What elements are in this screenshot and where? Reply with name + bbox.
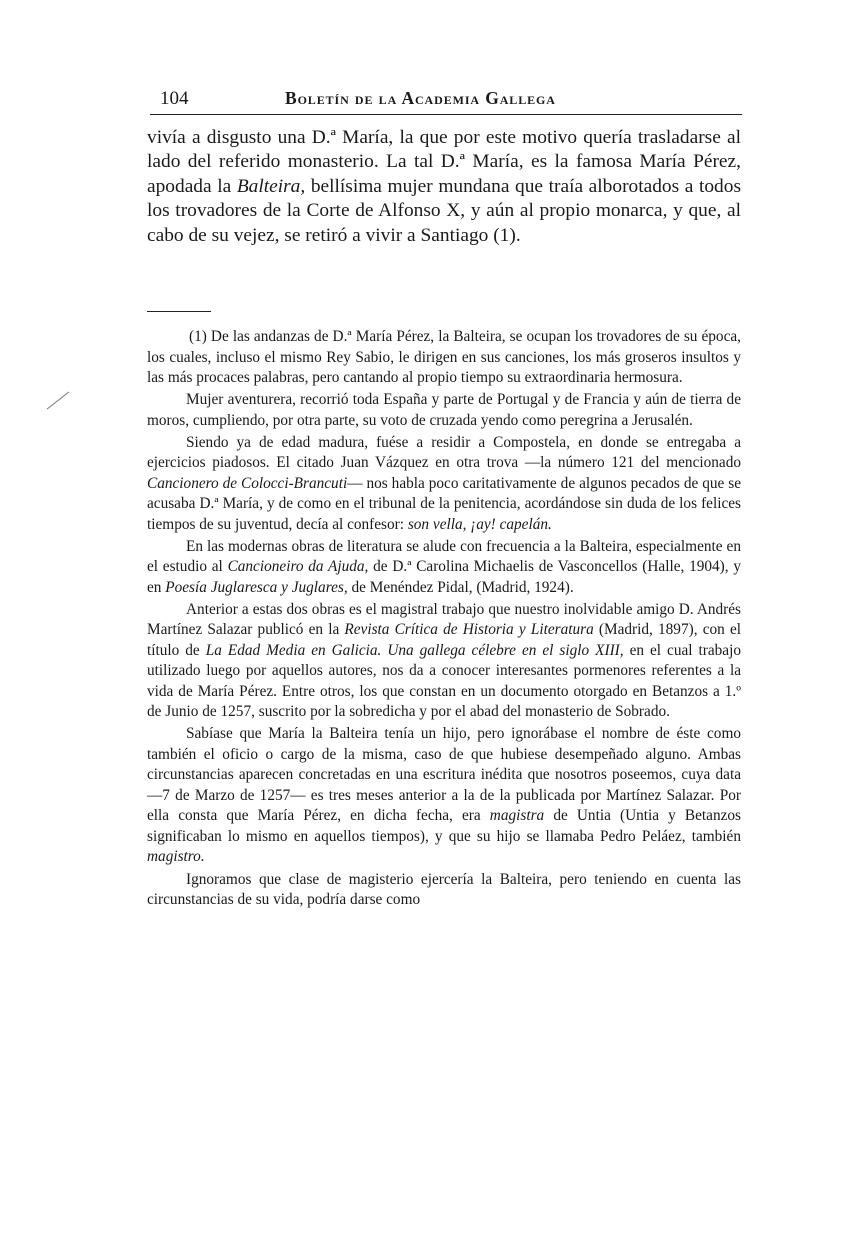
footnote-paragraph (147, 724, 741, 868)
main-paragraph (147, 126, 741, 248)
footnote-paragraph: Ignoramos que clase de magisterio ejercería la Balteira, pero teniendo en cuenta las circunstancias de su vida, podría darse como (147, 870, 741, 909)
main-text-part: bellísima mujer mundana que traía alborotados a todos los trovadores de la Corte de Alfonso X, y aún al propio monarca, y que, al cabo de su vejez, se retiró a vivir a Santiago (1). (147, 175, 741, 246)
footnote-paragraph (147, 537, 741, 599)
footnote-paragraph: Mujer aventurera, recorrió toda España y parte de Portugal y de Francia y aún de tierra de moros, cumpliendo, por otra parte, su voto de cruzada yendo como peregrina a Jerusalén. (147, 391, 741, 429)
footnote-italic: Revista Crítica de Historia y Literatura (344, 621, 594, 639)
footnote-text: Sabíase que María la Balteira tenía un hijo, pero ignorábase el nombre de éste como también el oficio o cargo de la misma, caso de que hubiese desempeñado alguno. Ambas circunstancias aparecen concretadas en una escritura inédita que nosotros poseemos, cuya data —7 de Marzo de 1257— es tres meses anterior a la de la publicada por Martínez Salazar. Por ella consta que María Pérez, en dicha fecha, era (147, 725, 741, 825)
margin-pencil-mark (47, 391, 70, 409)
footnote-text: — nos habla poco caritativamente de algunos pecados de que se acusaba D.ª María, y de como en el tribunal de la penitencia, acordándose sin duda de los felices tiempos de su juventud, decía al confesor: (147, 474, 742, 533)
footnote-italic: Poesía Juglaresca y Juglares, (165, 578, 348, 596)
main-text-italic: Balteira, (236, 175, 306, 197)
footnote-text: En las modernas obras de literatura se alude con frecuencia a la Balteira, especialmente en el estudio al (147, 537, 741, 576)
footnote-text: en el cual trabajo utilizado luego por aquellos autores, nos da a conocer interesantes pormenores referentes a la vida de María Pérez. Entre otros, los que constan en un documento otorgado en Betanzos a 1.º de Junio de 1257, suscrito por la sobredicha y por el abad del monasterio de Sobrado. (147, 641, 741, 721)
footnote-italic: Cancioneiro da Ajuda, (227, 558, 369, 576)
footnote-text: de Menéndez Pidal, (Madrid, 1924). (347, 578, 574, 596)
footnote-text: de Untia (Untia y Betanzos significaban lo mismo en aquellos tiempos), y que su hijo se llamaba Pedro Peláez, también (147, 807, 742, 845)
footnote-text: Siendo ya de edad madura, fuése a residir a Compostela, en donde se entregaba a ejercicios piadosos. El citado Juan Vázquez en otra trova —la número 121 del mencionado (147, 433, 741, 472)
footnote-rule (147, 311, 211, 312)
footnote-italic: son vella, ¡ay! capelán. (407, 515, 552, 533)
footnote-text: Anterior a estas dos obras es el magistral trabajo que nuestro inolvidable amigo D. Andrés Martínez Salazar publicó en la (147, 600, 741, 639)
main-text-part: vivía a disgusto una D.ª María, la que por este motivo quería trasladarse al lado del referido monasterio. La tal D.ª María, es la famosa María Pérez, apodada la (147, 127, 741, 197)
footnotes (147, 327, 741, 912)
footnote-italic: La Edad Media en Galicia. Una gallega célebre en el siglo XIII, (205, 641, 624, 659)
footnote-text: de D.ª Carolina Michaelis de Vasconcellos (Halle, 1904), y en (147, 558, 741, 596)
footnote-italic: magistra (489, 807, 545, 825)
footnote-paragraph (147, 433, 741, 536)
footnote-paragraph: (1) De las andanzas de D.ª María Pérez, la Balteira, se ocupan los trovadores de su época, los cuales, incluso el mismo Rey Sabio, le dirigen en sus canciones, los más groseros insultos y las más procaces palabras, pero cantando al propio tiempo su extraordinaria hermosura. (147, 328, 741, 386)
footnote-italic: Cancionero de Colocci-Brancuti (147, 474, 348, 492)
page-header (150, 84, 742, 115)
page-number: 104 (160, 88, 189, 109)
footnote-text: (Madrid, 1897), con el título de (147, 621, 741, 659)
running-title: Boletín de la Academia Gallega (285, 88, 556, 108)
footnote-paragraph (147, 600, 741, 723)
footnote-italic: magistro. (147, 848, 205, 866)
